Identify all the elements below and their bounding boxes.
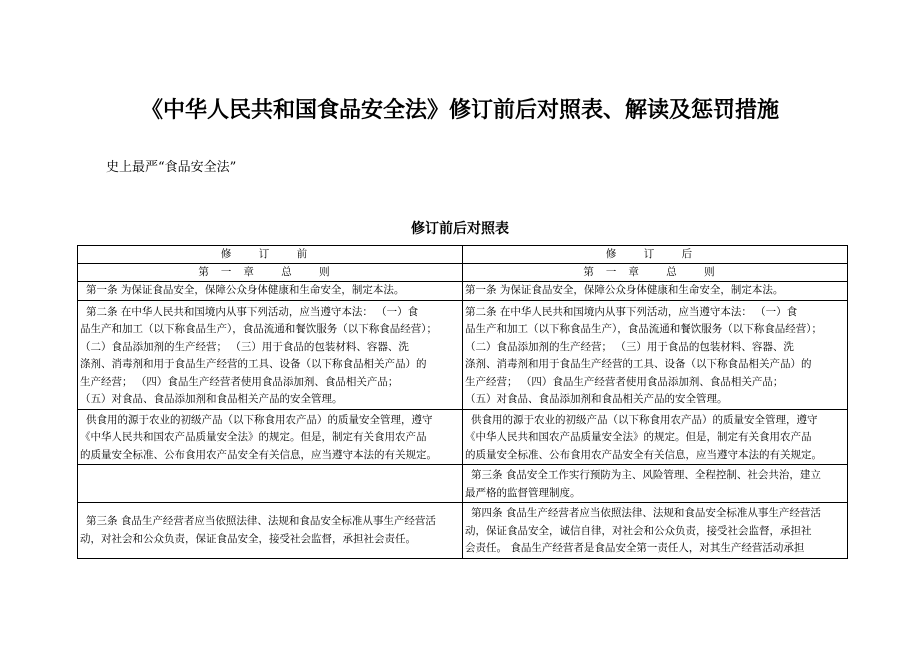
chapter-after: 第一章 总 则 — [463, 264, 848, 282]
cell-line: 第四条 食品生产经营者应当依照法律、法规和食品安全标准从事生产经营活 — [471, 507, 821, 519]
cell-line: （五）对食品、食品添加剂和食品相关产品的安全管理。 — [465, 393, 728, 405]
cell-line: 涤剂、消毒剂和用于食品生产经营的工具、设备（以下称食品相关产品）的 — [80, 358, 427, 370]
chapter-row — [78, 264, 848, 282]
cell-before — [78, 300, 463, 409]
cell-line: 的质量安全标准、公布食用农产品安全有关信息，应当遵守本法的有关规定。 — [80, 448, 437, 461]
cell-line: 最严格的监督管理制度。 — [465, 486, 581, 499]
cell-after — [463, 465, 848, 503]
page-title: 《中华人民共和国食品安全法》修订前后对照表、解读及惩罚措施 — [140, 98, 779, 123]
cell-line: 《中华人民共和国农产品质量安全法》的规定。但是，制定有关食用农产品 — [80, 431, 427, 443]
cell-line: 第一条 为保证食品安全，保障公众身体健康和生命安全，制定本法。 — [86, 284, 405, 296]
cell-line: 第二条 在中华人民共和国境内从事下列活动，应当遵守本法： （一）食 — [465, 305, 798, 318]
table-row — [78, 465, 848, 503]
cell-line: 供食用的源于农业的初级产品（以下称食用农产品）的质量安全管理，遵守 — [86, 413, 433, 426]
header-before: 修 订 前 — [78, 246, 463, 264]
cell-line: 的质量安全标准、公布食用农产品安全有关信息，应当遵守本法的有关规定。 — [465, 448, 822, 461]
cell-after — [463, 300, 848, 409]
cell-line: 品生产和加工（以下称食品生产），食品流通和餐饮服务（以下称食品经营）； — [80, 323, 437, 335]
cell-line: 生产经营； （四）食品生产经营者使用食品添加剂、食品相关产品； — [465, 375, 784, 388]
cell-line: （五）对食品、食品添加剂和食品相关产品的安全管理。 — [80, 393, 343, 405]
cell-line: 第三条 食品生产经营者应当依照法律、法规和食品安全标准从事生产经营活 — [86, 515, 436, 527]
cell-line: 生产经营； （四）食品生产经营者使用食品添加剂、食品相关产品； — [80, 375, 399, 388]
table-row — [78, 409, 848, 465]
cell-before — [78, 409, 463, 465]
cell-line: （二）食品添加剂的生产经营； （三）用于食品的包装材料、容器、洗 — [80, 340, 409, 353]
header-after: 修 订 后 — [463, 246, 848, 264]
cell-after — [463, 503, 848, 559]
cell-line: 供食用的源于农业的初级产品（以下称食用农产品）的质量安全管理，遵守 — [471, 413, 818, 426]
cell-line: 会责任。 食品生产经营者是食品安全第一责任人，对其生产经营活动承担 — [465, 542, 805, 554]
cell-after — [463, 282, 848, 301]
cell-line: 第一条 为保证食品安全，保障公众身体健康和生命安全，制定本法。 — [465, 284, 784, 296]
cell-after — [463, 409, 848, 465]
cell-line: 动，对社会和公众负责，保证食品安全，接受社会监督，承担社会责任。 — [80, 532, 416, 545]
cell-line: 动，保证食品安全，诚信自律，对社会和公众负责，接受社会监督，承担社 — [465, 524, 812, 537]
cell-line: 第二条 在中华人民共和国境内从事下列活动，应当遵守本法： （一）食 — [86, 305, 419, 318]
cell-before — [78, 503, 463, 559]
chapter-before: 第一章 总 则 — [78, 264, 463, 282]
cell-line: 品生产和加工（以下称食品生产），食品流通和餐饮服务（以下称食品经营）； — [465, 323, 822, 335]
table-row — [78, 300, 848, 409]
comparison-table — [77, 245, 848, 559]
subtitle: 史上最严“食品安全法” — [106, 160, 237, 175]
table-header-row — [78, 246, 848, 264]
cell-line: （二）食品添加剂的生产经营； （三）用于食品的包装材料、容器、洗 — [465, 340, 794, 353]
cell-line: 第三条 食品安全工作实行预防为主、风险管理、全程控制、社会共治，建立 — [471, 469, 821, 481]
cell-line: 《中华人民共和国农产品质量安全法》的规定。但是，制定有关食用农产品 — [465, 431, 812, 443]
table-row — [78, 503, 848, 559]
cell-before-empty — [78, 465, 463, 503]
table-title: 修订前后对照表 — [411, 221, 509, 237]
cell-line: 涤剂、消毒剂和用于食品生产经营的工具、设备（以下称食品相关产品）的 — [465, 358, 812, 370]
table-row — [78, 282, 848, 301]
cell-before — [78, 282, 463, 301]
